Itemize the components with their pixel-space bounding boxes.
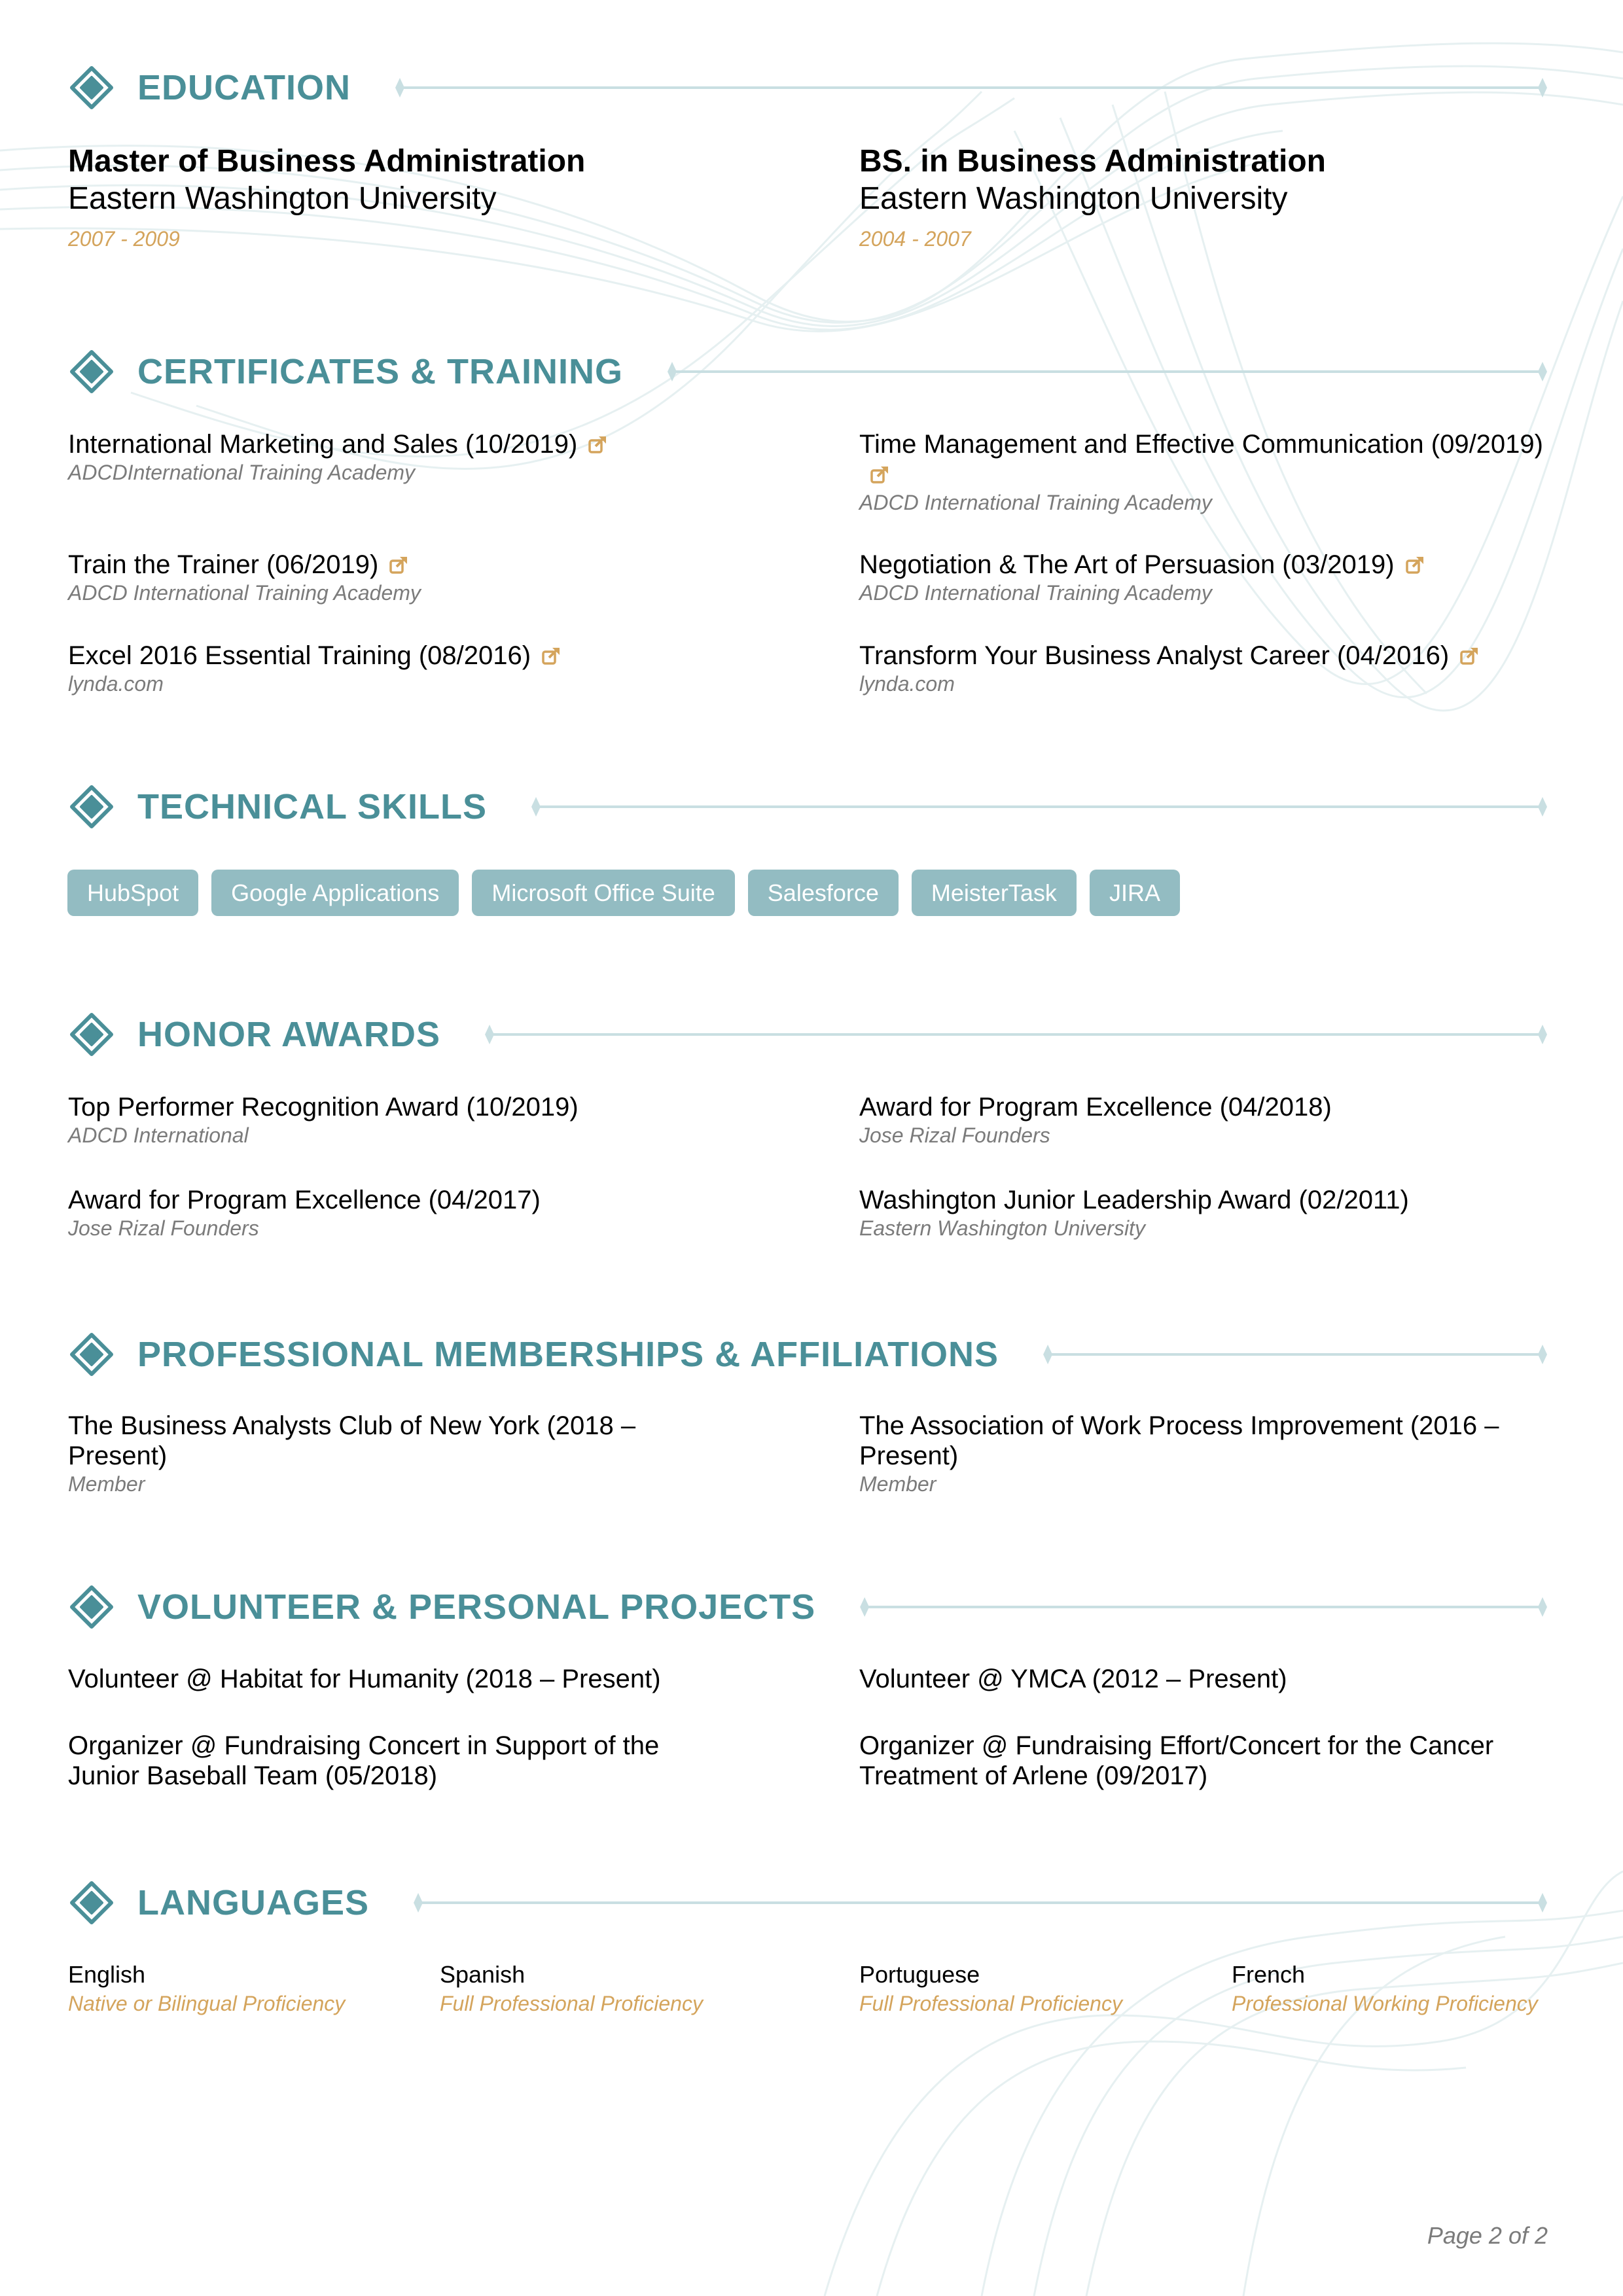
external-link-icon[interactable]	[870, 465, 889, 484]
award-title: Washington Junior Leadership Award (02/2011)	[859, 1186, 1409, 1214]
membership-role: Member	[859, 1472, 936, 1496]
degree-title: BS. in Business Administration	[859, 144, 1326, 179]
section-divider	[531, 797, 1547, 817]
section-header-technical-skills	[69, 784, 1547, 830]
section-title: VOLUNTEER & PERSONAL PROJECTS	[137, 1587, 816, 1627]
volunteer-title: Volunteer @ Habitat for Humanity (2018 – Present)	[68, 1665, 661, 1693]
certificate-item	[68, 641, 788, 697]
language-name: Portuguese	[859, 1961, 980, 1988]
section-header-honor-awards	[69, 1012, 1547, 1057]
education-entry	[859, 143, 1326, 252]
certificate-title: Time Management and Effective Communication (09/2019)	[859, 430, 1543, 459]
certificate-issuer: lynda.com	[859, 672, 955, 696]
membership-role: Member	[68, 1472, 145, 1496]
award-issuer: Eastern Washington University	[859, 1216, 1145, 1240]
volunteer-title: Organizer @ Fundraising Concert in Support of the Junior Baseball Team (05/2018)	[68, 1731, 660, 1790]
award-item	[68, 1092, 579, 1148]
language-name: Spanish	[440, 1961, 526, 1988]
language-proficiency: Full Professional Proficiency	[859, 1992, 1122, 2015]
education-entry	[68, 143, 585, 252]
section-header-languages	[69, 1880, 1547, 1926]
award-item	[859, 1185, 1409, 1241]
certificate-item	[859, 429, 1553, 516]
membership-title: The Association of Work Process Improvement (2016 – Present)	[859, 1411, 1499, 1470]
page-number: Page 2 of 2	[1427, 2222, 1548, 2249]
volunteer-title: Organizer @ Fundraising Effort/Concert for the Cancer Treatment of Arlene (09/2017)	[859, 1731, 1494, 1790]
volunteer-title: Volunteer @ YMCA (2012 – Present)	[859, 1665, 1287, 1693]
certificate-item	[68, 429, 788, 486]
language-item	[859, 1960, 1122, 2017]
external-link-icon[interactable]	[1459, 646, 1479, 665]
section-title: TECHNICAL SKILLS	[137, 787, 488, 826]
education-years: 2004 - 2007	[859, 227, 971, 251]
external-link-icon[interactable]	[389, 555, 408, 574]
section-title: LANGUAGES	[137, 1883, 370, 1922]
volunteer-item	[68, 1731, 722, 1791]
skill-tag: Google Applications	[211, 870, 459, 916]
diamond-section-icon	[69, 785, 114, 829]
section-header-education	[69, 65, 1547, 111]
certificate-issuer: ADCD International Training Academy	[859, 491, 1212, 514]
section-divider	[414, 1893, 1547, 1913]
section-divider	[485, 1025, 1547, 1044]
certificate-title: Excel 2016 Essential Training (08/2016)	[68, 641, 531, 670]
school-name: Eastern Washington University	[68, 181, 497, 216]
certificate-issuer: ADCDInternational Training Academy	[68, 461, 416, 484]
diamond-section-icon	[69, 1332, 114, 1377]
volunteer-item	[859, 1731, 1560, 1791]
certificate-item	[859, 641, 1579, 697]
language-item	[440, 1960, 703, 2017]
membership-item	[859, 1411, 1560, 1497]
language-name: English	[68, 1961, 146, 1988]
award-issuer: ADCD International	[68, 1123, 249, 1147]
certificate-issuer: lynda.com	[68, 672, 164, 696]
award-issuer: Jose Rizal Founders	[859, 1123, 1050, 1147]
certificate-item	[859, 550, 1553, 606]
section-title: CERTIFICATES & TRAINING	[137, 352, 623, 391]
award-title: Award for Program Excellence (04/2017)	[68, 1186, 541, 1214]
section-title: EDUCATION	[137, 68, 351, 107]
section-divider	[668, 362, 1547, 381]
skill-tag: Salesforce	[748, 870, 899, 916]
language-name: French	[1232, 1961, 1306, 1988]
award-issuer: Jose Rizal Founders	[68, 1216, 259, 1240]
certificate-issuer: ADCD International Training Academy	[68, 581, 421, 605]
section-divider	[395, 78, 1547, 97]
skill-tag: HubSpot	[67, 870, 198, 916]
degree-title: Master of Business Administration	[68, 144, 586, 179]
language-proficiency: Full Professional Proficiency	[440, 1992, 703, 2015]
certificate-title: Transform Your Business Analyst Career (04/2016)	[859, 641, 1450, 670]
section-title: PROFESSIONAL MEMBERSHIPS & AFFILIATIONS	[137, 1335, 999, 1374]
volunteer-item	[859, 1664, 1560, 1694]
section-divider	[1043, 1345, 1547, 1364]
school-name: Eastern Washington University	[859, 181, 1288, 216]
skill-tag: Microsoft Office Suite	[472, 870, 734, 916]
language-proficiency: Professional Working Proficiency	[1232, 1992, 1538, 2015]
external-link-icon[interactable]	[541, 646, 561, 665]
membership-item	[68, 1411, 696, 1497]
diamond-section-icon	[69, 1881, 114, 1925]
volunteer-item	[68, 1664, 722, 1694]
diamond-section-icon	[69, 1012, 114, 1057]
section-divider	[860, 1597, 1547, 1617]
language-item	[1232, 1960, 1538, 2017]
language-proficiency: Native or Bilingual Proficiency	[68, 1992, 346, 2015]
diamond-section-icon	[69, 349, 114, 394]
membership-title: The Business Analysts Club of New York (2018 – Present)	[68, 1411, 636, 1470]
diamond-section-icon	[69, 65, 114, 110]
award-title: Top Performer Recognition Award (10/2019)	[68, 1093, 579, 1122]
section-header-certificates	[69, 349, 1547, 395]
award-item	[68, 1185, 541, 1241]
certificate-issuer: ADCD International Training Academy	[859, 581, 1212, 605]
certificate-title: Negotiation & The Art of Persuasion (03/2019)	[859, 550, 1395, 579]
skill-tag: MeisterTask	[912, 870, 1077, 916]
section-header-volunteer	[69, 1584, 1547, 1630]
skill-tag: JIRA	[1090, 870, 1180, 916]
certificate-title: International Marketing and Sales (10/2019)	[68, 430, 578, 459]
language-item	[68, 1960, 345, 2017]
skill-tag-list	[67, 870, 1180, 916]
certificate-title: Train the Trainer (06/2019)	[68, 550, 379, 579]
section-header-memberships	[69, 1332, 1547, 1377]
certificate-item	[68, 550, 788, 606]
section-title: HONOR AWARDS	[137, 1015, 441, 1054]
external-link-icon[interactable]	[588, 434, 607, 454]
diamond-section-icon	[69, 1585, 114, 1629]
award-item	[859, 1092, 1332, 1148]
external-link-icon[interactable]	[1405, 555, 1425, 574]
award-title: Award for Program Excellence (04/2018)	[859, 1093, 1332, 1122]
education-years: 2007 - 2009	[68, 227, 180, 251]
